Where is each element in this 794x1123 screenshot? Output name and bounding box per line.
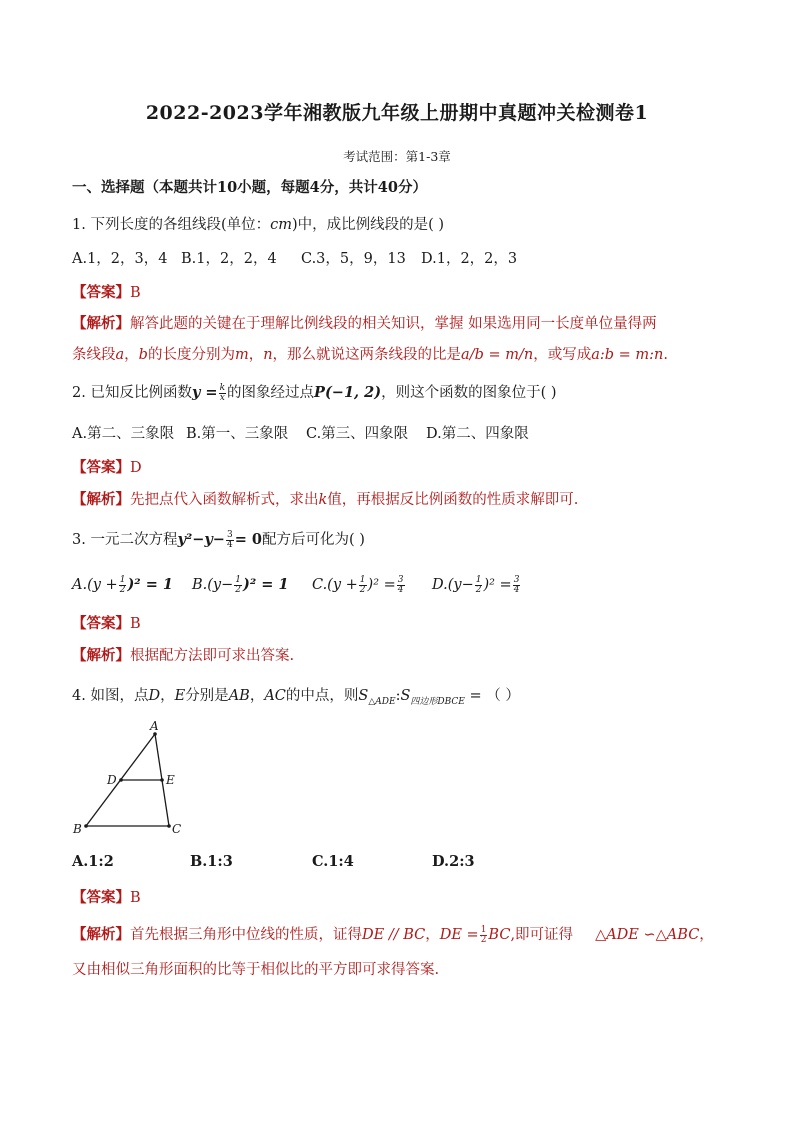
- q2-option-b: B.第一、三象限: [186, 426, 289, 442]
- q3-option-c: C.(y + $\frac{1}{2}$ )² = $\frac{3}{4}$: [312, 574, 404, 595]
- exam-scope: 考试范围：第1-3章: [343, 149, 451, 164]
- point-e: [160, 778, 164, 782]
- q2-options: [72, 424, 529, 444]
- q3-stem: 3. 一元二次方程y²−y− $\frac{3}{4}$ = 0配方后可化为( ): [72, 529, 365, 550]
- q2-option-a: A.第二、三象限: [72, 426, 175, 442]
- q3-answer: 【答案】B: [72, 615, 141, 632]
- q1-option-a: A.1，2，3，4: [72, 251, 168, 267]
- q1-analysis-line2: 条线段a，b的长度分别为m，n，那么就说这两条线段的比是a/b = m/n，或写成a:b = m:n.: [72, 347, 668, 363]
- label-c: C: [172, 822, 182, 836]
- q3-option-d: D.(y− $\frac{1}{2}$ )² = $\frac{3}{4}$: [432, 574, 520, 595]
- q4-analysis-line1: 【解析】首先根据三角形中位线的性质，证得DE // BC，DE = $\frac{1}{2}$ BC,即可证得 △ADE ∽△ABC，: [72, 924, 714, 945]
- q1-answer: 【答案】B: [72, 284, 141, 301]
- q1-options: [72, 249, 517, 269]
- q1-stem: 1. 下列长度的各组线段(单位：cm)中，成比例线段的是( ): [72, 217, 445, 233]
- q2-option-d: D.第二、四象限: [426, 426, 529, 442]
- q4-options: [72, 852, 475, 872]
- q2-analysis: 【解析】先把点代入函数解析式，求出k值，再根据反比例函数的性质求解即可.: [72, 491, 579, 508]
- triangle-figure: [66, 716, 196, 842]
- q3-option-b: B.(y− $\frac{1}{2}$ )² = 1: [192, 574, 289, 595]
- label-e: E: [166, 773, 175, 787]
- q1-option-b: B.1，2，2，4: [181, 251, 277, 267]
- page-title: 2022-2023学年湘教版九年级上册期中真题冲关检测卷1: [145, 102, 649, 124]
- q3-options: [72, 575, 521, 595]
- q4-option-d: D.2:3: [432, 853, 475, 870]
- q1-analysis-line1: 【解析】解答此题的关键在于理解比例线段的相关知识，掌握 如果选用同一长度单位量得两: [72, 315, 657, 332]
- q2-option-c: C.第三、四象限: [306, 426, 409, 442]
- fraction-3-over-4: $\frac{3}{4}$: [226, 529, 233, 550]
- q4-analysis-line2: 又由相似三角形面积的比等于相似比的平方即可求得答案.: [72, 962, 440, 978]
- q3-analysis: 【解析】根据配方法即可求出答案.: [72, 647, 295, 664]
- q1-option-c: C.3，5，9，13: [301, 251, 406, 267]
- section-heading: 一、选择题（本题共计10小题，每题4分，共计40分）: [72, 179, 427, 196]
- point-b: [84, 824, 88, 828]
- fraction-k-over-x: $\frac{k}{x}$: [219, 382, 226, 403]
- q4-stem: 4. 如图，点D，E分别是AB，AC的中点，则$S_{\triangle ADE}:S_{四边形DBCE}$ = （ ）: [72, 688, 520, 707]
- q4-answer: 【答案】B: [72, 889, 141, 906]
- point-d: [119, 778, 123, 782]
- q4-option-a: A.1:2: [72, 853, 114, 870]
- q1-option-d: D.1，2，2，3: [421, 251, 518, 267]
- label-b: B: [73, 822, 82, 836]
- point-c: [167, 824, 171, 828]
- q2-stem: 2. 已知反比例函数y = $\frac{k}{x}$ 的图象经过点P(−1, 2)，则这个函数的图象位于( ): [72, 382, 557, 403]
- label-d: D: [107, 773, 117, 787]
- q3-option-a: A.(y + $\frac{1}{2}$ )² = 1: [72, 574, 173, 595]
- label-a: A: [150, 719, 159, 733]
- q4-option-b: B.1:3: [190, 853, 233, 870]
- q2-answer: 【答案】D: [72, 459, 142, 476]
- q4-option-c: C.1:4: [312, 853, 354, 870]
- fraction-one-half: $\frac{1}{2}$: [480, 924, 487, 945]
